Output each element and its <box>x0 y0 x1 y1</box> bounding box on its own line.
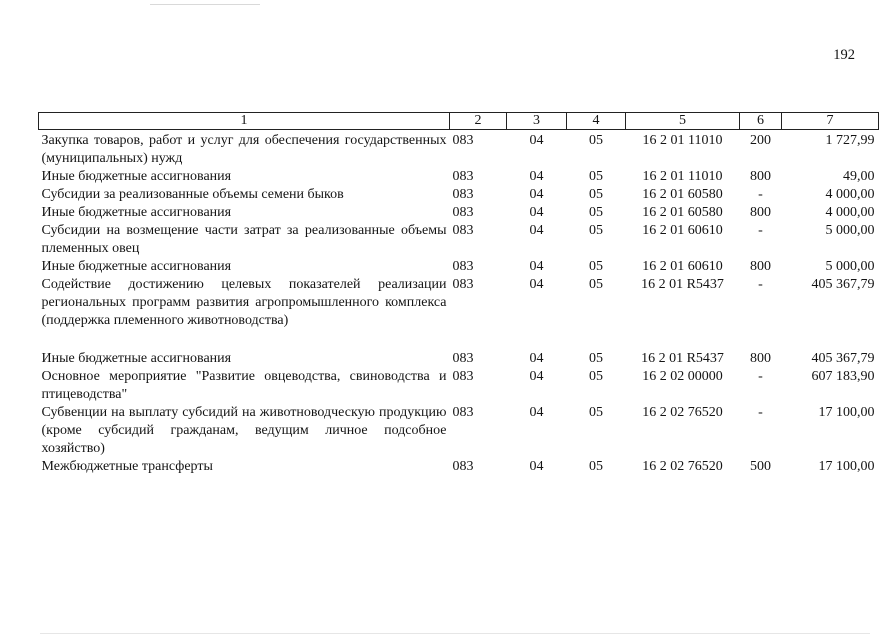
row-name: Основное мероприятие "Развитие овцеводства, свиноводства и птицеводства" <box>41 369 447 402</box>
row-csr: 16 2 01 60610 <box>642 223 723 238</box>
row-gr: 083 <box>452 259 474 274</box>
row-vr: 200 <box>750 133 771 148</box>
table-row <box>39 204 879 222</box>
row-sum: 5 000,00 <box>825 223 875 238</box>
row-sum: 49,00 <box>843 169 875 184</box>
row-pr: 05 <box>589 351 603 366</box>
row-csr: 16 2 01 60580 <box>642 205 723 220</box>
table-row <box>39 222 879 258</box>
column-header-csr: 5 <box>626 113 740 130</box>
row-vr: 800 <box>750 259 771 274</box>
row-sum: 4 000,00 <box>825 187 875 202</box>
column-header-vr: 6 <box>740 113 782 130</box>
row-name: Субсидии на возмещение части затрат за реализованные объемы племенных овец <box>41 223 447 256</box>
table-row <box>39 130 879 169</box>
row-gr: 083 <box>452 369 474 384</box>
row-pr: 05 <box>589 187 603 202</box>
row-pr: 05 <box>589 169 603 184</box>
row-pr: 05 <box>589 223 603 238</box>
row-rz: 04 <box>529 133 544 148</box>
row-name: Межбюджетные трансферты <box>41 459 213 474</box>
row-csr: 16 2 01 60580 <box>642 187 723 202</box>
table-row <box>39 404 879 458</box>
row-name: Субсидии за реализованные объемы семени быков <box>41 187 344 202</box>
row-rz: 04 <box>529 169 544 184</box>
row-rz: 04 <box>529 223 544 238</box>
row-name: Иные бюджетные ассигнования <box>41 351 232 366</box>
row-csr: 16 2 01 11010 <box>642 169 723 184</box>
row-pr: 05 <box>589 277 603 292</box>
row-rz: 04 <box>529 369 544 384</box>
row-vr: - <box>758 223 763 238</box>
row-vr: 800 <box>750 205 771 220</box>
table-row <box>39 276 879 350</box>
row-vr: - <box>758 277 763 292</box>
row-csr: 16 2 01 60610 <box>642 259 723 274</box>
row-sum: 1 727,99 <box>825 133 875 148</box>
row-pr: 05 <box>589 205 603 220</box>
row-csr: 16 2 01 11010 <box>642 133 723 148</box>
row-name: Субвенции на выплату субсидий на животноводческую продукцию (кроме субсидий гражданам, ведущим личное подсобное хозяйство) <box>41 405 447 456</box>
row-rz: 04 <box>529 277 544 292</box>
row-gr: 083 <box>452 351 474 366</box>
table-row <box>39 186 879 204</box>
row-csr: 16 2 01 R5437 <box>641 277 724 292</box>
table-row <box>39 368 879 404</box>
row-name: Иные бюджетные ассигнования <box>41 169 232 184</box>
table-row <box>39 458 879 476</box>
row-gr: 083 <box>452 223 474 238</box>
column-header-sum: 7 <box>782 113 879 130</box>
row-gr: 083 <box>452 169 474 184</box>
row-rz: 04 <box>529 405 544 420</box>
table-row <box>39 350 879 368</box>
row-pr: 05 <box>589 459 603 474</box>
row-pr: 05 <box>589 259 603 274</box>
column-header-rz: 3 <box>507 113 567 130</box>
row-vr: 800 <box>750 351 771 366</box>
row-pr: 05 <box>589 133 603 148</box>
row-vr: - <box>758 405 763 420</box>
row-csr: 16 2 02 00000 <box>642 369 723 384</box>
row-name: Иные бюджетные ассигнования <box>41 259 232 274</box>
row-rz: 04 <box>529 205 544 220</box>
row-sum: 5 000,00 <box>825 259 875 274</box>
row-sum: 405 367,79 <box>811 351 875 366</box>
row-gr: 083 <box>452 187 474 202</box>
row-vr: - <box>758 369 763 384</box>
scan-artifact-line <box>40 633 870 634</box>
table-header-row <box>39 113 879 130</box>
row-name: Иные бюджетные ассигнования <box>41 205 232 220</box>
row-sum: 607 183,90 <box>811 369 875 384</box>
row-pr: 05 <box>589 369 603 384</box>
row-vr: - <box>758 187 763 202</box>
row-sum: 17 100,00 <box>818 459 875 474</box>
row-csr: 16 2 01 R5437 <box>641 351 724 366</box>
table-row <box>39 258 879 276</box>
column-header-gr: 2 <box>450 113 507 130</box>
row-pr: 05 <box>589 405 603 420</box>
row-name: Закупка товаров, работ и услуг для обеспечения государственных (муниципальных) нужд <box>41 133 447 166</box>
row-rz: 04 <box>529 459 544 474</box>
row-gr: 083 <box>452 277 474 292</box>
column-header-pr: 4 <box>567 113 626 130</box>
row-rz: 04 <box>529 351 544 366</box>
scan-artifact-line <box>150 4 260 5</box>
table-row <box>39 168 879 186</box>
row-csr: 16 2 02 76520 <box>642 405 723 420</box>
row-gr: 083 <box>452 459 474 474</box>
row-sum: 405 367,79 <box>811 277 875 292</box>
row-vr: 800 <box>750 169 771 184</box>
row-rz: 04 <box>529 259 544 274</box>
budget-table <box>38 112 879 476</box>
row-rz: 04 <box>529 187 544 202</box>
column-header-name: 1 <box>39 113 450 130</box>
row-csr: 16 2 02 76520 <box>642 459 723 474</box>
row-sum: 4 000,00 <box>825 205 875 220</box>
row-gr: 083 <box>452 405 474 420</box>
row-name: Содействие достижению целевых показателей реализации региональных программ развития агропромышленного комплекса (поддержка племенного животноводства) <box>41 277 447 328</box>
row-vr: 500 <box>750 459 771 474</box>
row-sum: 17 100,00 <box>818 405 875 420</box>
row-gr: 083 <box>452 205 474 220</box>
row-gr: 083 <box>452 133 474 148</box>
page-number: 192 <box>833 47 855 63</box>
